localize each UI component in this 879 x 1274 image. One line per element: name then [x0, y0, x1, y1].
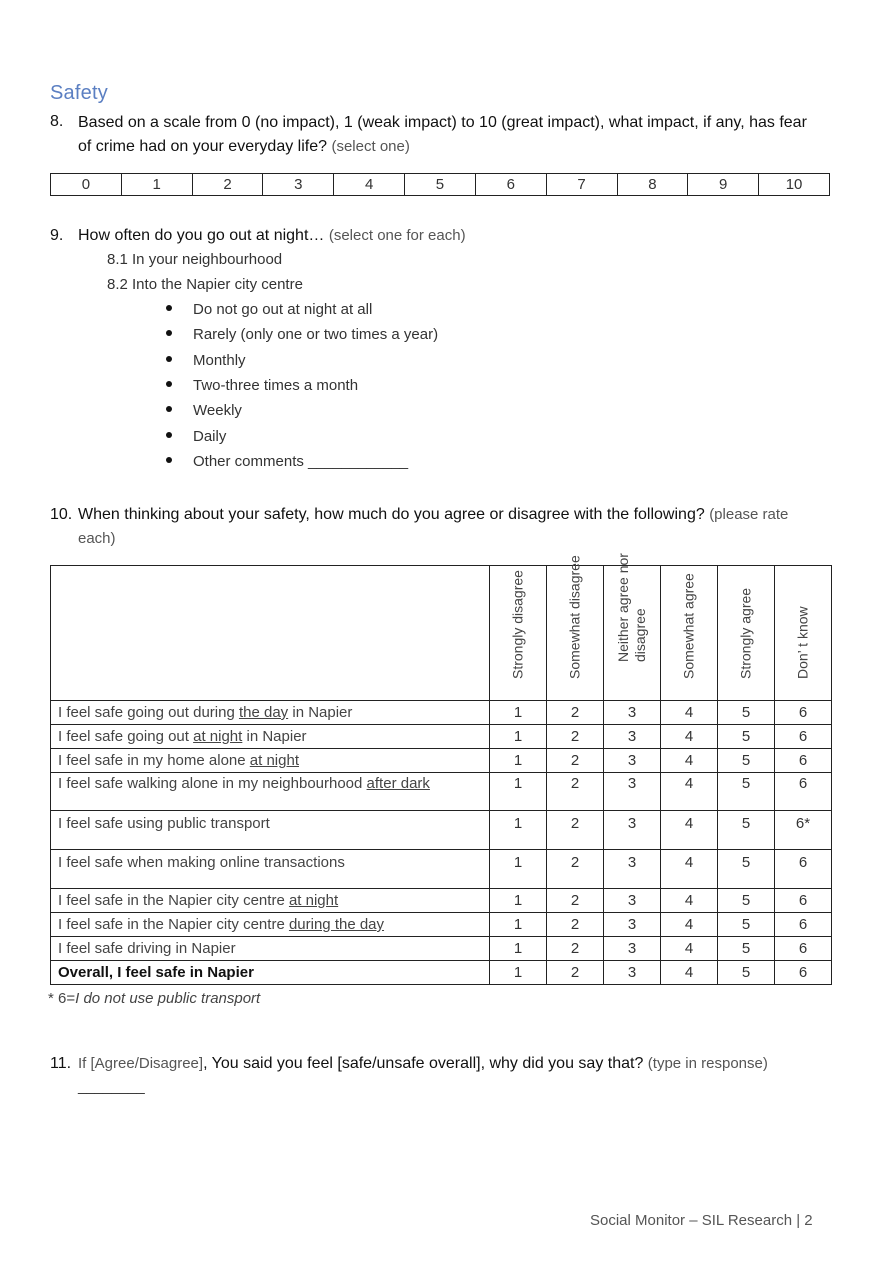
scale-option-7[interactable]: 7 [547, 174, 618, 195]
rating-cell[interactable]: 3 [604, 961, 661, 985]
rating-cell[interactable]: 4 [661, 749, 718, 773]
rating-cell[interactable]: 2 [547, 961, 604, 985]
response-blank[interactable]: ________ [78, 1078, 145, 1095]
table-row [51, 701, 832, 725]
rating-cell[interactable]: 5 [718, 749, 775, 773]
statement-u: the day [238, 704, 289, 721]
rating-cell[interactable]: 5 [718, 889, 775, 913]
table-row [51, 850, 832, 889]
statement-pre: I feel safe driving in Napier [58, 940, 236, 957]
question-8-hint: (select one) [331, 138, 410, 155]
rating-cell[interactable]: 5 [718, 773, 775, 811]
statement-label [51, 773, 490, 811]
rating-cell[interactable]: 3 [604, 811, 661, 850]
rating-cell[interactable]: 2 [547, 913, 604, 937]
rating-cell[interactable]: 5 [718, 701, 775, 725]
rating-cell[interactable]: 2 [547, 937, 604, 961]
frequency-option[interactable] [166, 326, 438, 343]
scale-option-1[interactable]: 1 [122, 174, 193, 195]
rating-cell[interactable]: 2 [547, 850, 604, 889]
rating-cell[interactable]: 4 [661, 889, 718, 913]
rating-cell[interactable]: 6* [775, 811, 832, 850]
frequency-option-label: Other comments ____________ [193, 452, 409, 470]
table-row [51, 889, 832, 913]
frequency-option[interactable] [166, 428, 226, 445]
question-11-hint: (type in response) [647, 1055, 768, 1072]
rating-cell[interactable]: 1 [490, 937, 547, 961]
table-row [51, 961, 832, 985]
rating-cell[interactable]: 5 [718, 913, 775, 937]
rating-cell[interactable]: 6 [775, 937, 832, 961]
rating-cell[interactable]: 4 [661, 773, 718, 811]
footnote-italic: I do not use public transport [75, 990, 261, 1007]
question-9-text [78, 224, 466, 248]
bullet-icon [166, 432, 172, 438]
statement-pre: I feel safe when making online transactions [58, 854, 345, 871]
question-11-main: , You said you feel [safe/unsafe overall], why did you say that? [203, 1055, 644, 1072]
question-8-text [78, 111, 838, 159]
rating-cell[interactable]: 6 [775, 913, 832, 937]
rating-cell[interactable]: 2 [547, 701, 604, 725]
table-row [51, 725, 832, 749]
question-11-text [78, 1052, 838, 1076]
rating-cell[interactable]: 3 [604, 701, 661, 725]
rating-cell[interactable]: 2 [547, 889, 604, 913]
question-10-main: When thinking about your safety, how much do you agree or disagree with the following? [78, 506, 705, 523]
statement-label [51, 725, 490, 749]
rating-cell[interactable]: 2 [547, 749, 604, 773]
statement-label [51, 937, 490, 961]
bullet-icon [166, 406, 172, 412]
bullet-icon [166, 330, 172, 336]
column-header [604, 553, 661, 701]
frequency-option-label: Do not go out at night at all [193, 301, 373, 318]
bullet-icon [166, 457, 172, 463]
rating-cell[interactable]: 5 [718, 725, 775, 749]
frequency-option-label: Monthly [193, 351, 246, 369]
statement-pre: Overall, I feel safe in Napier [58, 964, 254, 981]
question-10-hint-cont: each) [78, 530, 116, 547]
page-footer: Social Monitor – SIL Research | 2 [590, 1212, 813, 1229]
header-blank [51, 566, 490, 701]
frequency-option[interactable] [166, 377, 358, 394]
question-9-main: How often do you go out at night… [78, 227, 325, 244]
bullet-icon [166, 381, 172, 387]
frequency-option[interactable] [166, 402, 242, 419]
column-header-label: Strongly disagree [509, 570, 526, 679]
rating-cell[interactable]: 1 [490, 811, 547, 850]
rating-cell[interactable]: 4 [661, 850, 718, 889]
frequency-option-label: Rarely (only one or two times a year) [193, 326, 439, 344]
frequency-option-label: Two-three times a month [193, 376, 359, 394]
rating-cell[interactable]: 3 [604, 937, 661, 961]
question-10-hint: (please rate [709, 506, 789, 523]
column-header-label: Strongly agree [737, 587, 754, 679]
column-header-label: Somewhat disagree [566, 555, 583, 679]
rating-cell[interactable]: 5 [718, 850, 775, 889]
question-10-number: 10. [50, 506, 73, 523]
table-row [51, 811, 832, 850]
rating-cell[interactable]: 6 [775, 889, 832, 913]
statement-u: during the day [288, 916, 385, 933]
frequency-option[interactable] [166, 301, 372, 318]
table-row [51, 937, 832, 961]
rating-cell[interactable]: 6 [775, 850, 832, 889]
statement-label [51, 749, 490, 773]
question-8-line2: of crime had on your everyday life? [78, 138, 328, 155]
column-header [775, 566, 832, 701]
rating-cell[interactable]: 1 [490, 701, 547, 725]
rating-cell[interactable]: 4 [661, 811, 718, 850]
rating-cell[interactable]: 4 [661, 701, 718, 725]
table-footnote [48, 990, 260, 1007]
footnote-prefix: * 6= [48, 990, 76, 1007]
scale-option-8[interactable]: 8 [618, 174, 689, 195]
statement-label [51, 889, 490, 913]
rating-cell[interactable]: 4 [661, 725, 718, 749]
rating-cell[interactable]: 6 [775, 961, 832, 985]
question-9-hint: (select one for each) [328, 227, 466, 244]
question-8-number: 8. [50, 113, 64, 130]
rating-cell[interactable]: 1 [490, 749, 547, 773]
scale-option-9[interactable]: 9 [688, 174, 759, 195]
statement-u: at night [193, 728, 243, 745]
rating-cell[interactable]: 2 [547, 811, 604, 850]
column-header [490, 566, 547, 701]
statement-u: at night [249, 752, 299, 769]
statement-label [51, 850, 490, 889]
statement-pre: I feel safe walking alone in my neighbourhood [58, 775, 367, 792]
statement-post: in Napier [242, 728, 307, 745]
frequency-option-label: Daily [193, 427, 227, 445]
rating-cell[interactable]: 5 [718, 937, 775, 961]
question-11-prefix: If [Agree/Disagree] [78, 1055, 204, 1072]
table-header-row [51, 566, 832, 701]
rating-cell[interactable]: 3 [604, 773, 661, 811]
table-row [51, 913, 832, 937]
rating-cell[interactable]: 2 [547, 725, 604, 749]
sub-item-city-centre: 8.2 Into the Napier city centre [107, 276, 303, 293]
statement-pre: I feel safe in my home alone [58, 752, 250, 769]
column-header [661, 566, 718, 701]
rating-cell[interactable]: 1 [490, 961, 547, 985]
statement-pre: I feel safe in the Napier city centre [58, 916, 289, 933]
rating-cell[interactable]: 2 [547, 773, 604, 811]
statement-pre: I feel safe in the Napier city centre [58, 892, 289, 909]
frequency-option[interactable] [166, 352, 246, 369]
column-header-label: Somewhat agree [680, 573, 697, 679]
table-row [51, 749, 832, 773]
statement-label [51, 701, 490, 725]
rating-cell[interactable]: 1 [490, 725, 547, 749]
rating-cell[interactable]: 3 [604, 913, 661, 937]
rating-cell[interactable]: 6 [775, 701, 832, 725]
scale-option-2[interactable]: 2 [193, 174, 264, 195]
rating-cell[interactable]: 1 [490, 913, 547, 937]
sub-item-neighbourhood: 8.1 In your neighbourhood [107, 251, 283, 268]
rating-cell[interactable]: 1 [490, 889, 547, 913]
column-header [547, 555, 604, 701]
rating-cell[interactable]: 4 [661, 937, 718, 961]
rating-cell[interactable]: 4 [661, 913, 718, 937]
section-title: Safety [50, 82, 108, 104]
scale-option-5[interactable]: 5 [405, 174, 476, 195]
statement-label [51, 913, 490, 937]
scale-option-6[interactable]: 6 [476, 174, 547, 195]
question-8-line1: Based on a scale from 0 (no impact), 1 (weak impact) to 10 (great impact), what impact, if any, has fear [78, 114, 807, 131]
table-row [51, 773, 832, 811]
rating-cell[interactable]: 6 [775, 725, 832, 749]
statement-pre: I feel safe going out [58, 728, 194, 745]
rating-cell[interactable]: 6 [775, 749, 832, 773]
frequency-option-label: Weekly [193, 402, 242, 420]
statement-u: after dark [366, 775, 430, 792]
frequency-option[interactable] [166, 453, 408, 470]
statement-label [51, 961, 490, 985]
rating-cell[interactable]: 1 [490, 850, 547, 889]
column-header-label: Neither agree nor disagree [615, 553, 648, 662]
rating-cell[interactable]: 5 [718, 961, 775, 985]
impact-scale [50, 173, 830, 196]
statement-pre: I feel safe going out during [58, 704, 239, 721]
question-10-text [78, 503, 838, 551]
column-header [718, 566, 775, 701]
scale-option-4[interactable]: 4 [334, 174, 405, 195]
agreement-table [50, 553, 832, 985]
rating-cell[interactable]: 3 [604, 725, 661, 749]
rating-cell[interactable]: 1 [490, 773, 547, 811]
scale-option-3[interactable]: 3 [263, 174, 334, 195]
question-9-number: 9. [50, 227, 64, 244]
scale-option-10[interactable]: 10 [785, 176, 803, 193]
statement-label [51, 811, 490, 850]
rating-cell[interactable]: 3 [604, 850, 661, 889]
column-header-label: Don’ t know [794, 606, 811, 679]
statement-u: at night [288, 892, 339, 909]
scale-option-0[interactable]: 0 [51, 174, 122, 195]
bullet-icon [166, 305, 172, 311]
question-11-number: 11. [50, 1055, 72, 1072]
statement-pre: I feel safe using public transport [58, 815, 270, 832]
rating-cell[interactable]: 5 [718, 811, 775, 850]
rating-cell[interactable]: 4 [661, 961, 718, 985]
rating-cell[interactable]: 3 [604, 889, 661, 913]
rating-cell[interactable]: 3 [604, 749, 661, 773]
bullet-icon [166, 356, 172, 362]
rating-cell[interactable]: 6 [775, 773, 832, 811]
statement-post: in Napier [288, 704, 353, 721]
